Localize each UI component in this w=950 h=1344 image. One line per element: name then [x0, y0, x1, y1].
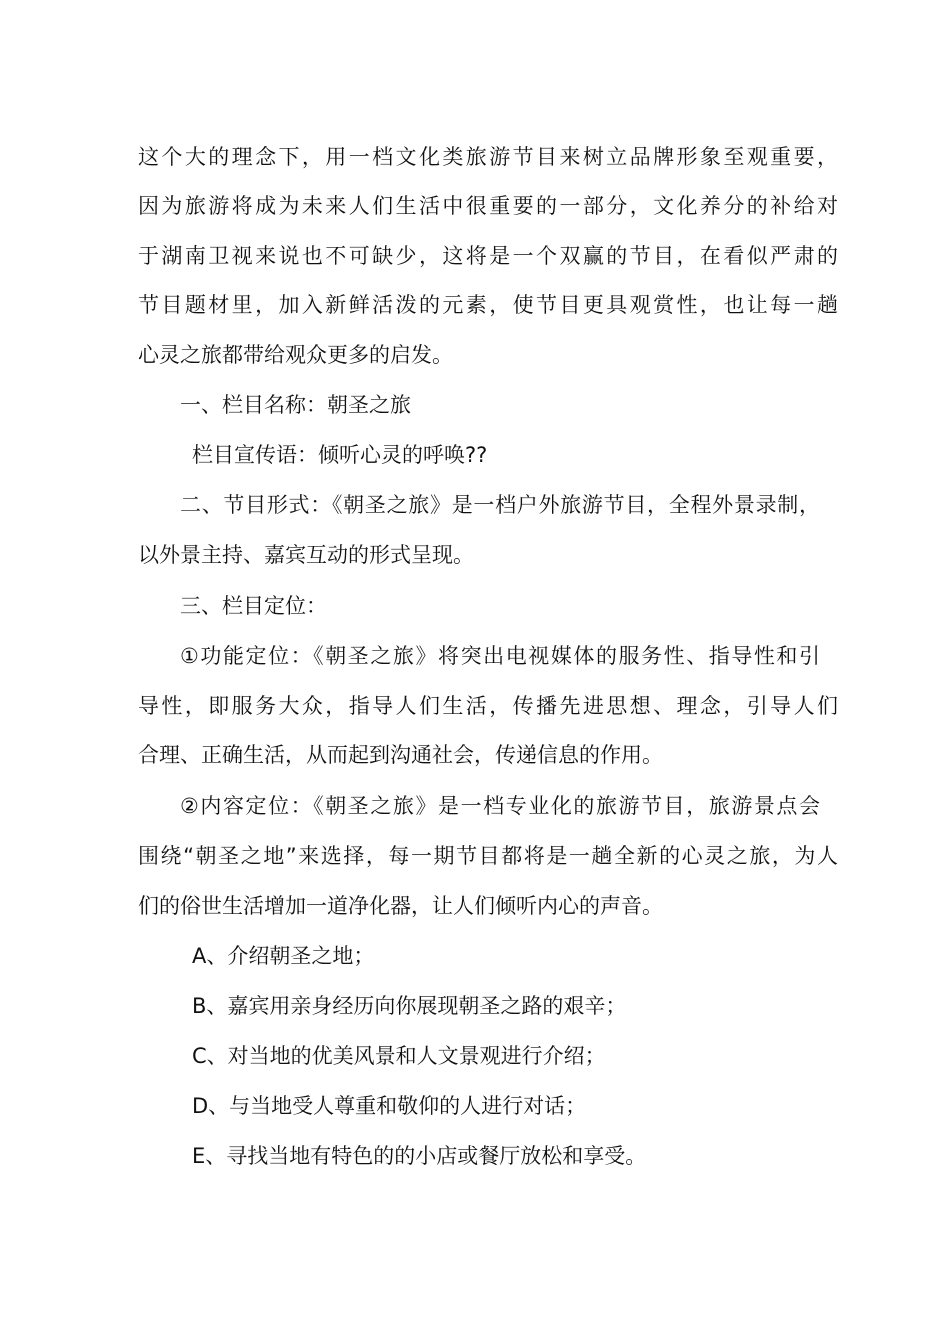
content-position-line: ②内容定位：《朝圣之旅》是一档专业化的旅游节目，旅游景点会	[180, 794, 820, 818]
paragraph-line: 围绕“朝圣之地”来选择，每一期节目都将是一趟全新的心灵之旅，为人	[138, 844, 838, 868]
paragraph-line: 们的俗世生活增加一道净化器，让人们倾听内心的声音。	[138, 894, 663, 918]
list-item-b: B、嘉宾用亲身经历向你展现朝圣之路的艰辛；	[192, 994, 627, 1018]
paragraph-line: 于湖南卫视来说也不可缺少，这将是一个双赢的节目，在看似严肃的	[138, 244, 838, 268]
paragraph-line: 节目题材里，加入新鲜活泼的元素，使节目更具观赏性，也让每一趟	[138, 293, 838, 317]
paragraph-line: 以外景主持、嘉宾互动的形式呈现。	[138, 543, 474, 567]
section-heading-position: 三、栏目定位：	[180, 594, 327, 618]
section-heading-format: 二、节目形式：《朝圣之旅》是一档户外旅游节目，全程外景录制，	[180, 493, 820, 517]
function-position-line: ①功能定位：《朝圣之旅》将突出电视媒体的服务性、指导性和引	[180, 644, 820, 668]
list-item-e: E、寻找当地有特色的的小店或餐厅放松和享受。	[192, 1144, 647, 1168]
paragraph-line: 因为旅游将成为未来人们生活中很重要的一部分，文化养分的补给对	[138, 194, 838, 218]
slogan-line: 栏目宣传语：倾听心灵的呼唤??	[192, 443, 488, 467]
section-heading-name: 一、栏目名称：朝圣之旅	[180, 393, 411, 417]
list-item-a: A、介绍朝圣之地；	[192, 944, 375, 968]
list-item-c: C、对当地的优美风景和人文景观进行介绍；	[192, 1044, 606, 1068]
paragraph-line: 心灵之旅都带给观众更多的启发。	[138, 343, 453, 367]
paragraph-line: 合理、正确生活，从而起到沟通社会，传递信息的作用。	[138, 743, 663, 767]
paragraph-line: 这个大的理念下，用一档文化类旅游节目来树立品牌形象至观重要，	[138, 145, 838, 169]
paragraph-line: 导性，即服务大众，指导人们生活，传播先进思想、理念，引导人们	[138, 694, 838, 718]
list-item-d: D、与当地受人尊重和敬仰的人进行对话；	[192, 1094, 587, 1118]
